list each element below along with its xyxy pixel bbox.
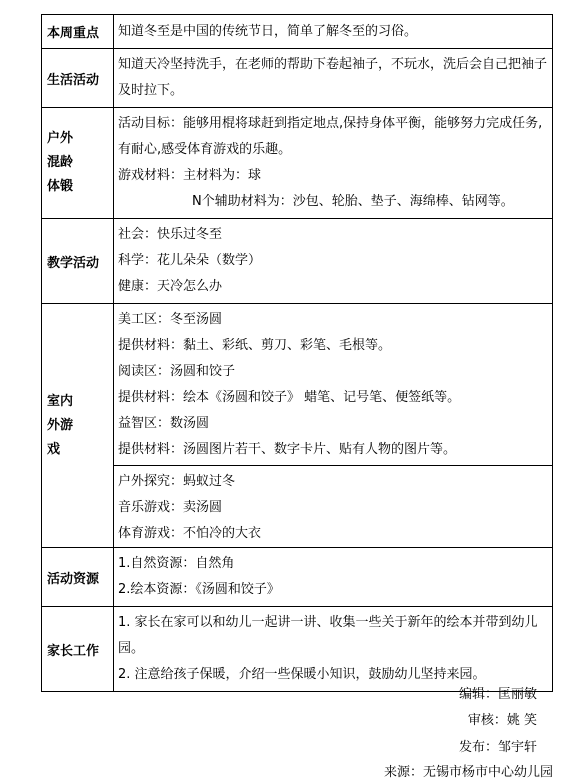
outdoor-game-music: 音乐游戏：卖汤圆 <box>118 500 223 515</box>
weekly-plan-table <box>41 14 553 692</box>
outdoor-game-explore: 户外探究：蚂蚁过冬 <box>118 474 236 489</box>
teaching-item-science: 科学：花儿朵朵（数学） <box>118 253 262 268</box>
row-games <box>42 304 553 548</box>
footer-source: 来源：无锡市杨市中心幼儿园 <box>383 765 553 780</box>
row-resources <box>42 548 553 607</box>
teaching-item-social: 社会：快乐过冬至 <box>118 227 223 242</box>
outdoor-games-section <box>114 465 552 547</box>
indoor-area-art: 美工区：冬至汤圆 <box>118 312 223 327</box>
outdoor-game-sport: 体育游戏：不怕冷的大衣 <box>118 526 262 541</box>
footer-reviewer: 审核：姚 笑 <box>467 713 537 728</box>
row-parents <box>42 607 553 692</box>
life-title: 生活活动 <box>42 49 114 108</box>
parents-item-2: 2. 注意给孩子保暖，介绍一些保暖小知识，鼓励幼儿坚持来园。 <box>118 667 486 682</box>
outdoor-material-main: 游戏材料：主材料为：球 <box>118 168 262 183</box>
outdoor-material-aux: N个辅助材料为：沙包、轮胎、垫子、海绵棒、钻网等。 <box>192 194 514 209</box>
parents-title: 家长工作 <box>42 607 114 692</box>
focus-text: 知道冬至是中国的传统节日，简单了解冬至的习俗。 <box>118 23 418 39</box>
indoor-area-puzzle-materials: 提供材料：汤圆图片若干、数字卡片、贴有人物的图片等。 <box>118 442 457 457</box>
footer-publisher: 发布：邹宇轩 <box>458 740 537 755</box>
outdoor-title: 户外混龄体锻 <box>42 108 114 219</box>
games-title: 室内外游戏 <box>42 304 114 548</box>
row-focus <box>42 15 553 49</box>
row-outdoor <box>42 108 553 219</box>
parents-item-1: 1. 家长在家可以和幼儿一起讲一讲、收集一些关于新年的绘本并带到幼儿园。 <box>118 615 538 656</box>
focus-title: 本周重点 <box>42 15 114 49</box>
indoor-area-puzzle: 益智区：数汤圆 <box>118 416 210 431</box>
teaching-item-health: 健康：天冷怎么办 <box>118 279 223 294</box>
indoor-area-art-materials: 提供材料：黏土、彩纸、剪刀、彩笔、毛根等。 <box>118 338 392 353</box>
indoor-area-reading: 阅读区：汤圆和饺子 <box>118 364 236 379</box>
row-teaching <box>42 219 553 304</box>
resources-title: 活动资源 <box>42 548 114 607</box>
life-text: 知道天冷坚持洗手，在老师的帮助下卷起袖子，不玩水，洗后会自己把袖子及时拉下。 <box>118 57 548 98</box>
resource-nature: 1.自然资源：自然角 <box>118 556 235 571</box>
indoor-games-section <box>118 307 548 465</box>
row-life <box>42 49 553 108</box>
outdoor-goal: 活动目标：能够用棍将球赶到指定地点,保持身体平衡，能够努力完成任务,有耐心,感受体育游戏的乐趣。 <box>118 116 543 157</box>
teaching-title: 教学活动 <box>42 219 114 304</box>
resource-picture-book: 2.绘本资源：《汤圆和饺子》 <box>118 582 280 597</box>
indoor-area-reading-materials: 提供材料：绘本《汤圆和饺子》 蜡笔、记号笔、便签纸等。 <box>118 390 461 405</box>
footer-editor: 编辑：匡丽敏 <box>458 687 537 702</box>
